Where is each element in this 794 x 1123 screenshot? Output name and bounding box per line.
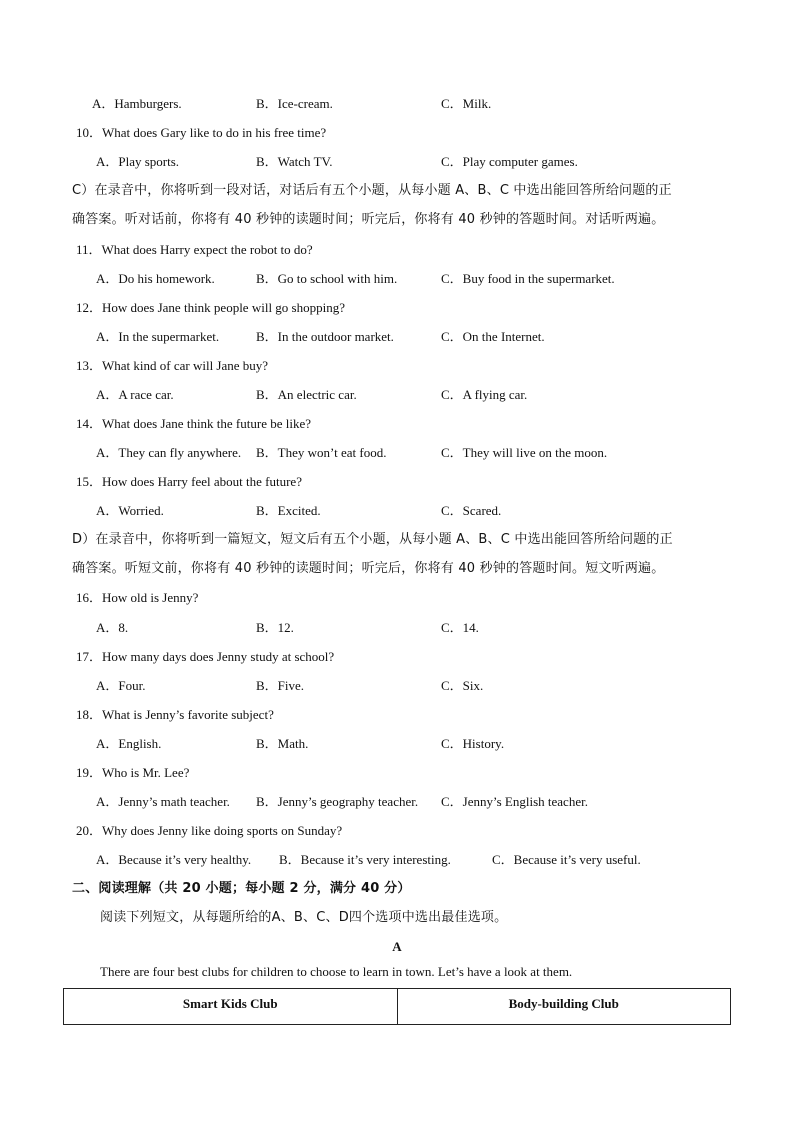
- passage-intro: There are four best clubs for children to choose to learn in town. Let’s have a look at them.: [100, 964, 573, 979]
- q11-option-c: C．Buy food in the supermarket.: [441, 271, 615, 286]
- question-17: 17．How many days does Jenny study at school?: [76, 649, 335, 664]
- q20-option-b: B．Because it’s very interesting.: [279, 852, 451, 867]
- table-header-smart-kids-club: Smart Kids Club: [64, 989, 398, 1025]
- q20-option-a: A．Because it’s very healthy.: [96, 852, 252, 867]
- q9-option-b: B．Ice-cream.: [256, 96, 333, 111]
- q13-option-b: B．An electric car.: [256, 387, 357, 402]
- question-16: 16．How old is Jenny?: [76, 590, 199, 605]
- question-14: 14．What does Jane think the future be like?: [76, 416, 312, 431]
- q18-option-a: A．English.: [96, 736, 162, 751]
- q15-option-a: A．Worried.: [96, 503, 164, 518]
- q19-option-a: A．Jenny’s math teacher.: [96, 794, 230, 809]
- q10-option-c: C．Play computer games.: [441, 154, 578, 169]
- q12-option-b: B．In the outdoor market.: [256, 329, 394, 344]
- question-18: 18．What is Jenny’s favorite subject?: [76, 707, 274, 722]
- table-row: [64, 989, 731, 1025]
- q17-option-b: B．Five.: [256, 678, 305, 693]
- question-20: 20．Why does Jenny like doing sports on Sunday?: [76, 823, 343, 838]
- section-c-instruction-line2: 确答案。听对话前，你将有 40 秒钟的读题时间；听完后，你将有 40 秒钟的答题时间。对话听两遍。: [72, 212, 665, 227]
- clubs-table: [63, 988, 731, 1025]
- q17-option-a: A．Four.: [96, 678, 146, 693]
- question-15: 15．How does Harry feel about the future?: [76, 474, 302, 489]
- q19-option-c: C．Jenny’s English teacher.: [441, 794, 588, 809]
- section-d-instruction-line2: 确答案。听短文前，你将有 40 秒钟的读题时间；听完后，你将有 40 秒钟的答题时间。短文听两遍。: [72, 561, 665, 576]
- section-d-instruction-line1: D）在录音中，你将听到一篇短文，短文后有五个小题，从每小题 A、B、C 中选出能回答所给问题的正: [72, 532, 673, 547]
- q14-option-a: A．They can fly anywhere.: [96, 445, 242, 460]
- q13-option-c: C．A flying car.: [441, 387, 528, 402]
- part2-heading: 二、阅读理解（共 20 小题；每小题 2 分，满分 40 分）: [72, 881, 411, 896]
- question-19: 19．Who is Mr. Lee?: [76, 765, 190, 780]
- q9-option-c: C．Milk.: [441, 96, 492, 111]
- q14-option-b: B．They won’t eat food.: [256, 445, 387, 460]
- q15-option-b: B．Excited.: [256, 503, 321, 518]
- q20-option-c: C．Because it’s very useful.: [492, 852, 641, 867]
- q12-option-c: C．On the Internet.: [441, 329, 545, 344]
- q16-option-b: B．12.: [256, 620, 294, 635]
- q14-option-c: C．They will live on the moon.: [441, 445, 608, 460]
- q13-option-a: A．A race car.: [96, 387, 174, 402]
- q10-option-a: A．Play sports.: [96, 154, 180, 169]
- question-10: 10．What does Gary like to do in his free time?: [76, 125, 327, 140]
- q16-option-c: C．14.: [441, 620, 479, 635]
- q12-option-a: A．In the supermarket.: [96, 329, 220, 344]
- q19-option-b: B．Jenny’s geography teacher.: [256, 794, 419, 809]
- question-12: 12．How does Jane think people will go shopping?: [76, 300, 345, 315]
- q11-option-a: A．Do his homework.: [96, 271, 215, 286]
- q16-option-a: A．8.: [96, 620, 129, 635]
- q15-option-c: C．Scared.: [441, 503, 502, 518]
- q18-option-b: B．Math.: [256, 736, 309, 751]
- section-c-instruction-line1: C）在录音中，你将听到一段对话，对话后有五个小题，从每小题 A、B、C 中选出能回答所给问题的正: [72, 183, 672, 198]
- question-11: 11．What does Harry expect the robot to do?: [76, 242, 313, 257]
- question-13: 13．What kind of car will Jane buy?: [76, 358, 269, 373]
- q17-option-c: C．Six.: [441, 678, 484, 693]
- table-header-body-building-club: Body-building Club: [397, 989, 731, 1025]
- part2-instruction: 阅读下列短文，从每题所给的A、B、C、D四个选项中选出最佳选项。: [100, 910, 508, 925]
- q10-option-b: B．Watch TV.: [256, 154, 333, 169]
- q9-option-a: A．Hamburgers.: [92, 96, 182, 111]
- q18-option-c: C．History.: [441, 736, 505, 751]
- passage-label: A: [392, 939, 402, 954]
- q11-option-b: B．Go to school with him.: [256, 271, 398, 286]
